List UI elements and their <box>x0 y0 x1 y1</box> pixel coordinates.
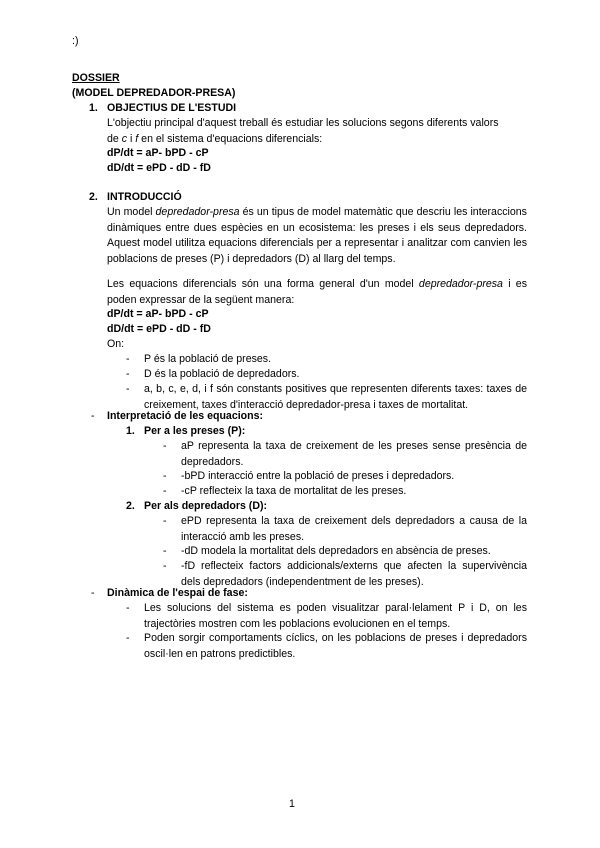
prey-title: Per a les preses (P): <box>144 425 246 437</box>
section-2-number: 2. <box>89 191 98 203</box>
equation-predator-1: dD/dt = ePD - dD - fD <box>107 162 211 174</box>
bullet-dash: - <box>163 440 167 452</box>
list-item: aP representa la taxa de creixement de les preses sense presència de depredadors. <box>181 440 527 468</box>
equation-prey-1: dP/dt = aP- bPD - cP <box>107 147 209 159</box>
bullet-dash: - <box>163 485 167 497</box>
bullet-dash: - <box>126 632 130 644</box>
section-1-title: OBJECTIUS DE L'ESTUDI <box>107 102 237 114</box>
interpretation-heading: Interpretació de les equacions: <box>107 410 264 422</box>
list-item: Les solucions del sistema es poden visualitzar paral·lelament P i D, on les trajectòries mostren com les poblacions evolucionen en el temps. <box>144 602 527 630</box>
phase-space-heading: Dinàmica de l'espai de fase: <box>107 587 248 599</box>
section-1-number: 1. <box>89 102 98 114</box>
document-subtitle: (MODEL DEPREDADOR-PRESA) <box>72 87 236 99</box>
bullet-dash: - <box>163 470 167 482</box>
equation-predator-2: dD/dt = ePD - dD - fD <box>107 323 211 335</box>
predator-subheading <box>126 499 267 515</box>
bullet-dash: - <box>91 587 95 599</box>
section-1-para-text: en el sistema d'equacions diferencials: <box>138 132 323 145</box>
bullet-dash: - <box>126 368 130 380</box>
page-number: 1 <box>289 798 295 810</box>
intro-text: és un tipus de model matemàtic que descriu les interaccions dinàmiques entre dues espècies en un ecosistema: les preses i els seus depredadors. Aquest model utilitza equacions diferencials per a representar i analitzar com canvien les poblacions de preses (P) i depredadors (D) al llarg del temps. <box>107 206 527 265</box>
list-item: D és la població de depredadors. <box>144 368 300 380</box>
section-1-para-text: de <box>107 132 122 145</box>
list-item: -dD modela la mortalitat dels depredadors en absència de preses. <box>181 545 491 557</box>
intro-italic-term: depredador-presa <box>155 206 240 218</box>
bullet-dash: - <box>163 515 167 527</box>
smiley-text: :) <box>72 35 79 47</box>
section-1-paragraph <box>107 116 527 147</box>
list-item: -fD reflecteix factors addicionals/externs que afecten la supervivència dels depredadors (independentment de les preses). <box>181 560 527 588</box>
section-1-heading <box>89 101 236 117</box>
bullet-dash: - <box>126 353 130 365</box>
document-title: DOSSIER <box>72 72 120 84</box>
prey-number: 1. <box>126 425 135 437</box>
equation-prey-2: dP/dt = aP- bPD - cP <box>107 308 209 320</box>
list-item: -cP reflecteix la taxa de mortalitat de les preses. <box>181 485 407 497</box>
param-f: f <box>135 132 139 145</box>
list-item: Poden sorgir comportaments cíclics, on les poblacions de preses i depredadors oscil·len en patrons predictibles. <box>144 632 527 660</box>
bullet-dash: - <box>126 602 130 614</box>
section-2-paragraph-1 <box>107 205 527 267</box>
section-2-paragraph-2 <box>107 277 527 308</box>
section-1-para-line1: L'objectiu principal d'aquest treball és estudiar les solucions segons diferents valors <box>107 117 499 129</box>
intro-text: Un model <box>107 206 156 218</box>
bullet-dash: - <box>91 410 95 422</box>
list-item: P és la població de preses. <box>144 353 272 365</box>
section-2-title: INTRODUCCIÓ <box>107 191 182 203</box>
predator-number: 2. <box>126 500 135 512</box>
on-label: On: <box>107 338 125 350</box>
bullet-dash: - <box>163 545 167 557</box>
intro-italic-term: depredador-presa <box>418 278 503 290</box>
list-item: -bPD interacció entre la població de preses i depredadors. <box>181 470 455 482</box>
intro-text: Les equacions diferencials són una forma general d'un model <box>107 278 419 290</box>
list-item: ePD representa la taxa de creixement dels depredadors a causa de la interacció amb les preses. <box>181 515 527 543</box>
list-item: a, b, c, e, d, i f són constants positives que representen diferents taxes: taxes de creixement, taxes d'interacció depredador-presa i taxes de mortalitat. <box>144 383 527 411</box>
param-c: c <box>121 132 128 145</box>
section-1-para-text: i <box>127 132 136 145</box>
bullet-dash: - <box>163 560 167 572</box>
section-2-heading <box>89 190 182 206</box>
prey-subheading <box>126 424 245 440</box>
intro-text: i es poden expressar de la següent manera: <box>107 278 527 306</box>
bullet-dash: - <box>126 383 130 395</box>
predator-title: Per als depredadors (D): <box>144 500 268 512</box>
